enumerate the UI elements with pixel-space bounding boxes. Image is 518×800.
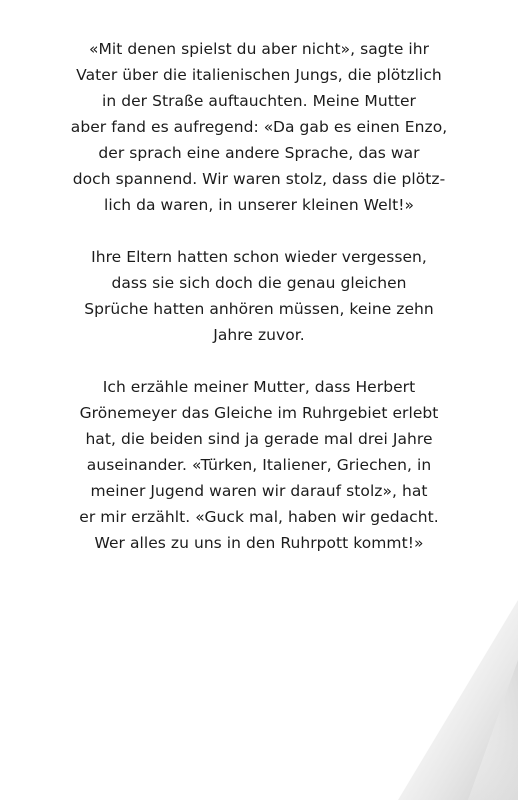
paragraph-3 bbox=[50, 374, 468, 556]
text-line: Grönemeyer das Gleiche im Ruhrgebiet erlebt bbox=[79, 404, 439, 422]
text-line: lich da waren, in unserer kleinen Welt!» bbox=[103, 196, 415, 214]
text-line: auseinander. «Türken, Italiener, Griechen, in bbox=[86, 456, 432, 474]
text-line: aber fand es aufregend: «Da gab es einen Enzo, bbox=[70, 118, 448, 136]
text-line: meiner Jugend waren wir darauf stolz», hat bbox=[90, 482, 428, 500]
text-line: der sprach eine andere Sprache, das war bbox=[98, 144, 420, 162]
paragraph-2 bbox=[50, 244, 468, 348]
body-text bbox=[50, 36, 468, 582]
text-line: dass sie sich doch die genau gleichen bbox=[111, 274, 407, 292]
text-line: Jahre zuvor. bbox=[213, 326, 305, 344]
text-line: er mir erzählt. «Guck mal, haben wir gedacht. bbox=[79, 508, 439, 526]
text-line: «Mit denen spielst du aber nicht», sagte ihr bbox=[88, 40, 430, 58]
text-line: Wer alles zu uns in den Ruhrpott kommt!» bbox=[94, 534, 424, 552]
page-curl-shadow bbox=[398, 600, 518, 800]
text-line: Ich erzähle meiner Mutter, dass Herbert bbox=[102, 378, 416, 396]
text-line: in der Straße auftauchten. Meine Mutter bbox=[101, 92, 416, 110]
text-line: Sprüche hatten anhören müssen, keine zehn bbox=[84, 300, 434, 318]
text-line: Vater über die italienischen Jungs, die plötzlich bbox=[76, 66, 442, 84]
text-line: doch spannend. Wir waren stolz, dass die plötz- bbox=[72, 170, 446, 188]
paragraph-1 bbox=[50, 36, 468, 218]
text-line: hat, die beiden sind ja gerade mal drei Jahre bbox=[85, 430, 433, 448]
text-line: Ihre Eltern hatten schon wieder vergessen, bbox=[91, 248, 427, 266]
